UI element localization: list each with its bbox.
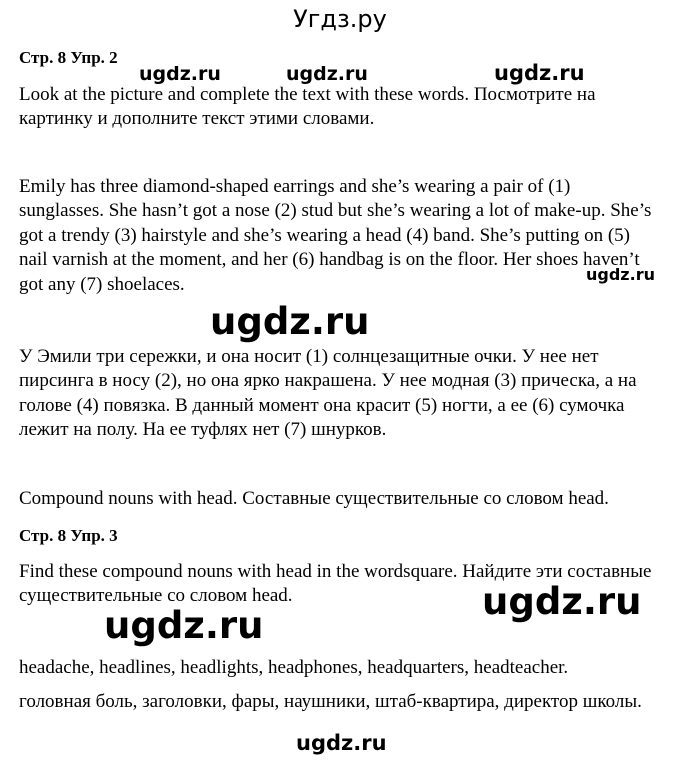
instruction-text-2 [19,83,671,132]
text-line: Find these compound nouns with head in the wordsquare. Найдите эти составные [19,561,652,582]
text-line: Compound nouns with head. Составные существительные со словом head. [19,488,609,509]
text-line: Emily has three diamond-shaped earrings and she’s wearing a pair of (1) [19,176,571,197]
exercise-heading-2: Стр. 8 Упр. 2 [19,48,118,67]
exercise-heading-3: Стр. 8 Упр. 3 [19,526,118,545]
russian-word-list [19,690,671,714]
english-word-list [19,656,671,680]
compound-nouns-note [19,487,671,511]
text-line: голове (4) повязка. В данный момент она красит (5) ногти, а ее (6) сумочка [19,394,625,416]
text-line: пирсинга в носу (2), но она ярко накрашена. У нее модная (3) прическа, а на [19,370,637,392]
text-line: У Эмили три сережки, и она носит (1) солнцезащитные очки. У нее нет [19,346,599,367]
watermark: ugdz.ru [482,580,642,623]
watermark: ugdz.ru [296,731,387,755]
russian-text [19,345,671,443]
english-text [19,175,671,297]
text-line: существительные со словом head. [19,585,293,607]
watermark: ugdz.ru [494,61,585,85]
watermark: ugdz.ru [286,63,368,85]
text-line: лежит на полу. На ее туфлях нет (7) шнурков. [19,419,387,441]
watermark: ugdz.ru [210,300,370,343]
watermark: ugdz.ru [586,265,655,284]
text-line: sunglasses. She hasn’t got a nose (2) stud but she’s wearing a lot of make-up. She’s [19,200,652,222]
text-line: nail varnish at the moment, and her (6) handbag is on the floor. Her shoes haven’t [19,249,640,271]
site-title: Угдз.ру [293,5,387,33]
text-line: картинку и дополните текст этими словами. [19,108,375,130]
text-line: got any (7) shoelaces. [19,273,185,295]
text-line: Look at the picture and complete the text with these words. Посмотрите на [19,84,596,105]
text-line: головная боль, заголовки, фары, наушники, штаб-квартира, директор школы. [19,691,642,712]
text-line: got a trendy (3) hairstyle and she’s wearing a head (4) band. She’s putting on (5) [19,224,631,246]
watermark: ugdz.ru [139,63,221,85]
text-line: headache, headlines, headlights, headphones, headquarters, headteacher. [19,657,569,678]
watermark: ugdz.ru [104,604,264,647]
